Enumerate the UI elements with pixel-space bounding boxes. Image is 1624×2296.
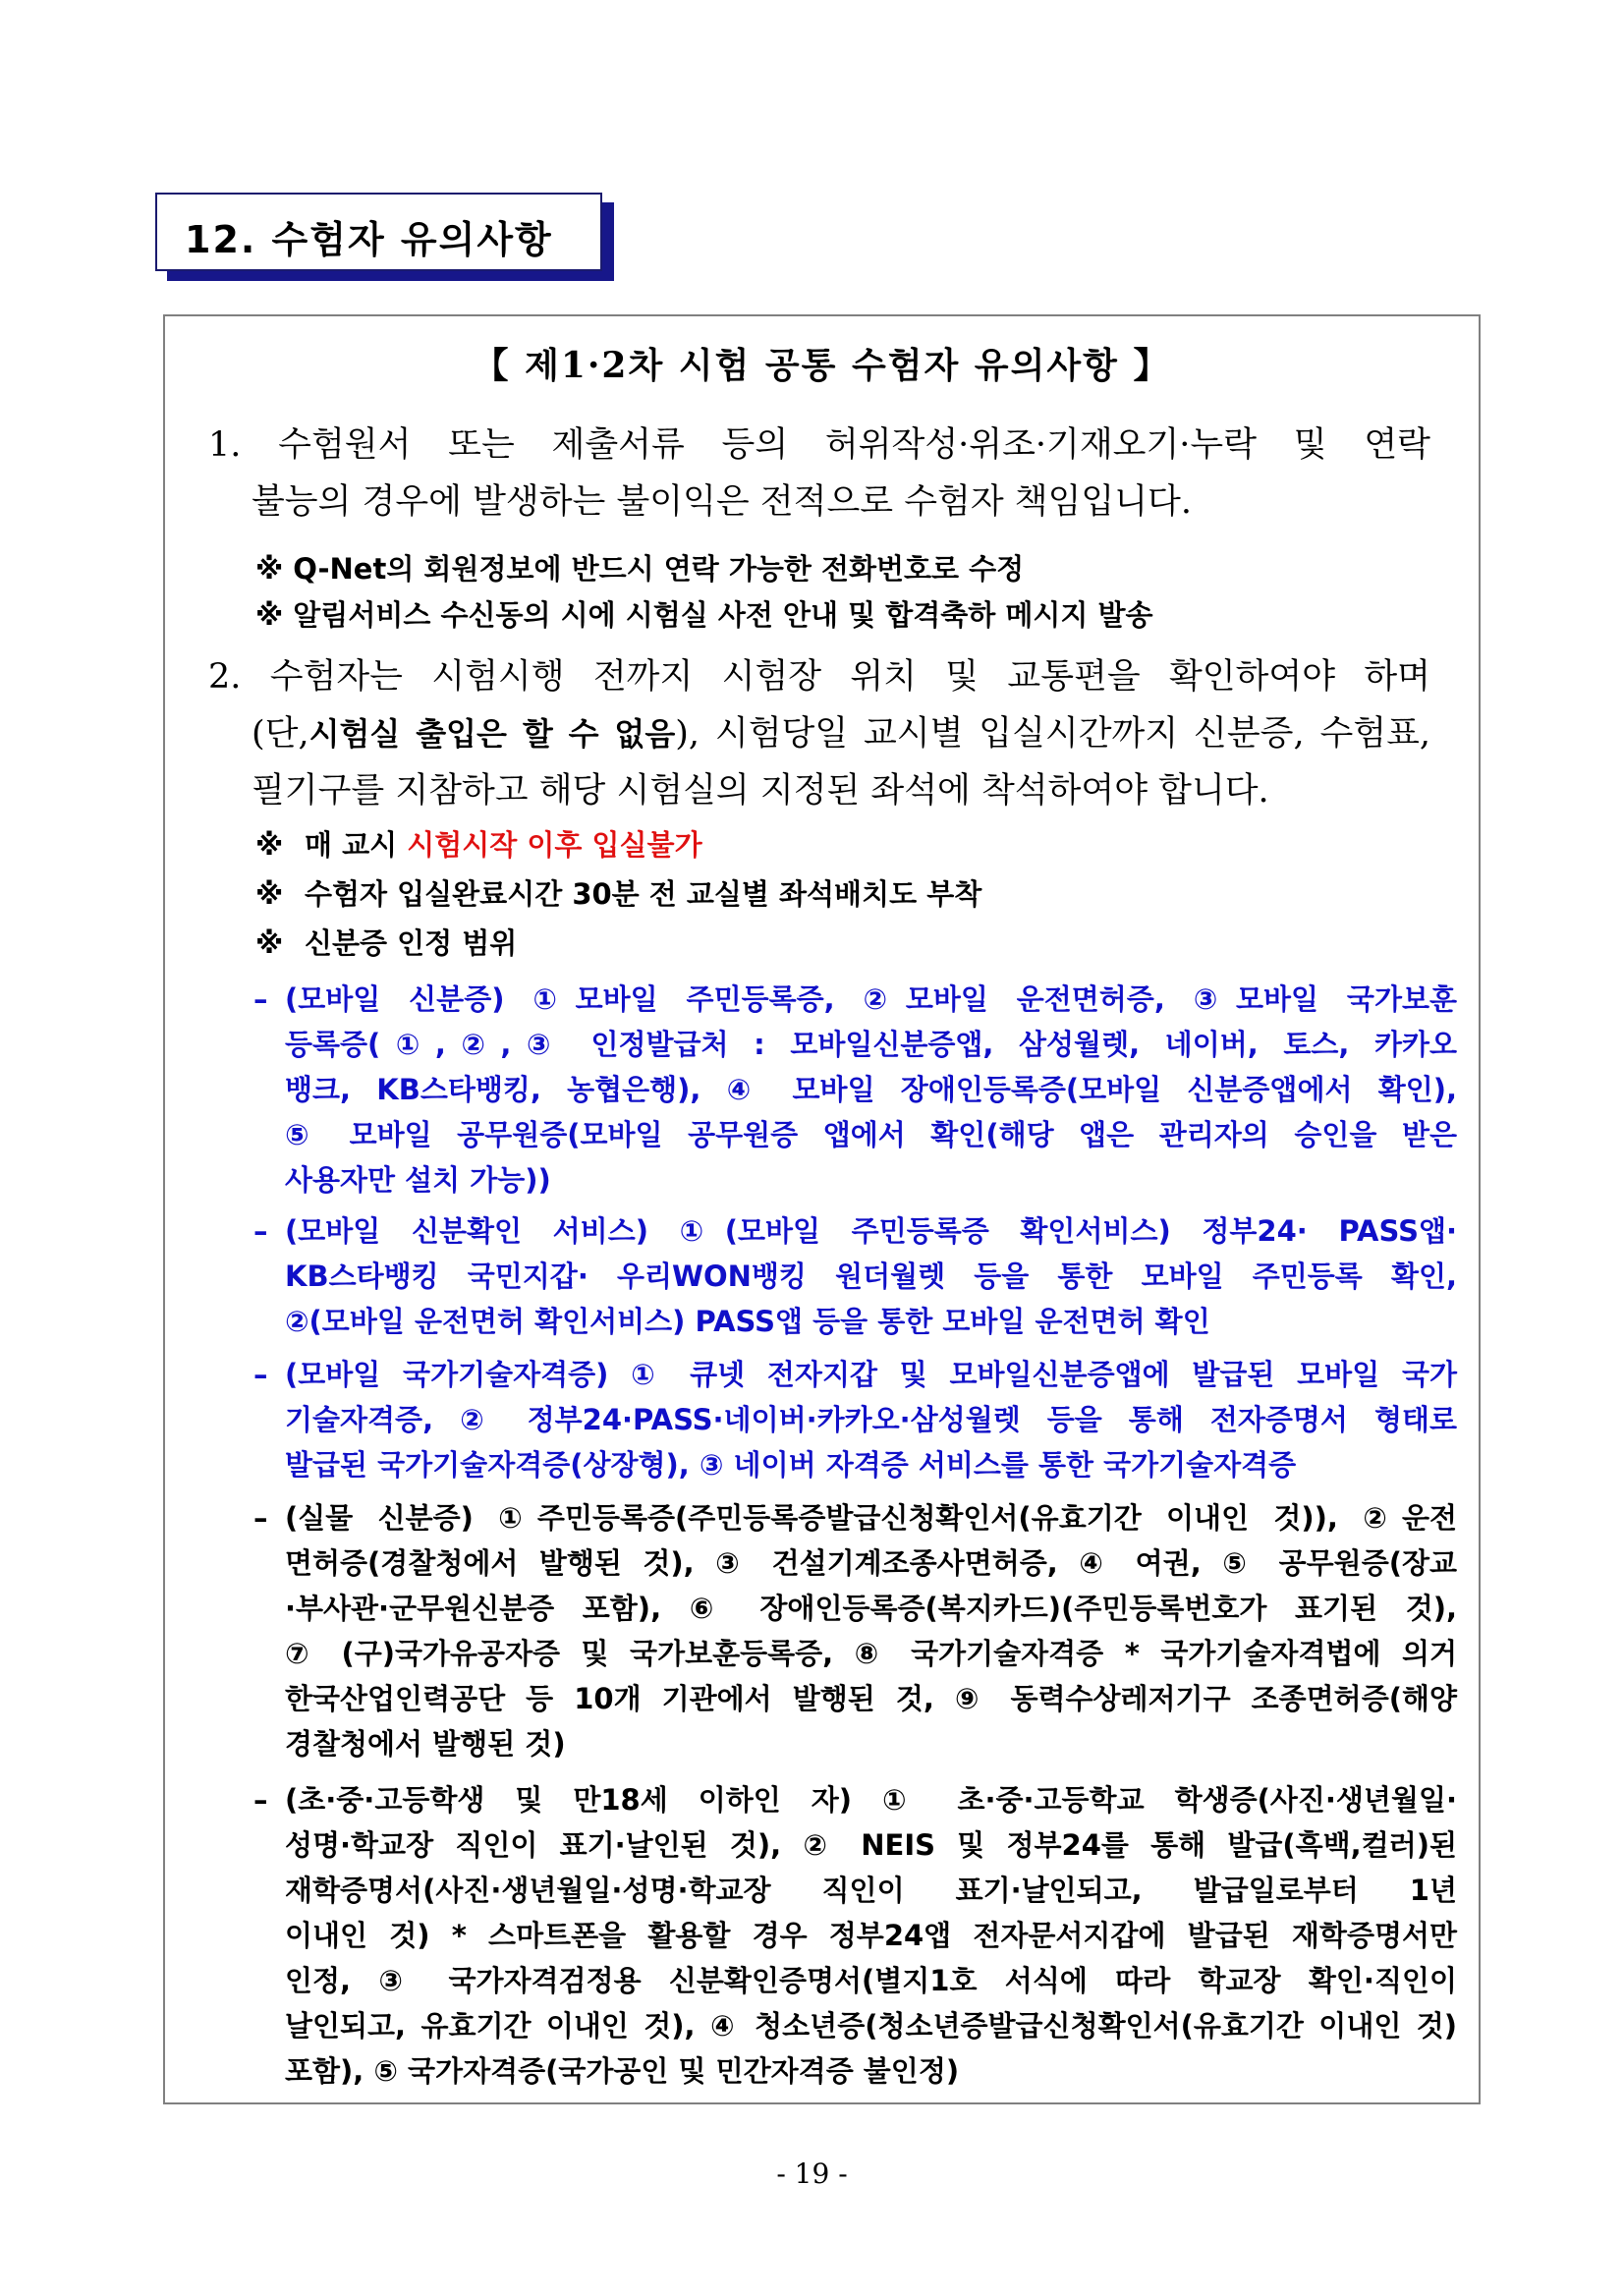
id-range-line: 한국산업인력공단 등 10개 기관에서 발행된 것, ⑨ 동력수상레저기구 조종면허증(해양 <box>285 1682 1457 1715</box>
id-range-line: 날인되고, 유효기간 이내인 것), ④ 청소년증(청소년증발급신청확인서(유효기간 이내인 것) <box>285 2009 1457 2043</box>
id-range-line: (모바일 신분확인 서비스) ①(모바일 주민등록증 확인서비스) 정부24· PASS앱· <box>285 1214 1457 1248</box>
note-id-range-text: 신분증 인정 범위 <box>305 926 518 960</box>
id-range-line: ②(모바일 운전면허 확인서비스) PASS앱 등을 통한 모바일 운전면허 확인 <box>285 1305 1210 1338</box>
note-mark: ※ <box>255 926 284 960</box>
id-range-line: 기술자격증, ② 정부24·PASS·네이버·카카오·삼성월렛 등을 통해 전자증명서 형태로 <box>285 1403 1457 1436</box>
id-range-line: ⑤ 모바일 공무원증(모바일 공무원증 앱에서 확인(해당 앱은 관리자의 승인을 받은 <box>285 1118 1457 1151</box>
dash-mark: – <box>253 1501 268 1535</box>
id-range-line: (모바일 신분증) ①모바일 주민등록증, ②모바일 운전면허증, ③모바일 국가보훈 <box>285 982 1457 1016</box>
note-alarm-service: ※ 알림서비스 수신동의 시에 시험실 사전 안내 및 합격축하 메시지 발송 <box>255 598 1153 632</box>
note-mark: ※ <box>255 877 284 911</box>
id-range-line: 이내인 것) * 스마트폰을 활용할 경우 정부24앱 전자문서지갑에 발급된 재학증명서만 <box>285 1919 1457 1952</box>
id-range-line: (초·중·고등학생 및 만18세 이하인 자) ① 초·중·고등학교 학생증(사진·생년월일· <box>285 1783 1457 1817</box>
note-qnet: ※ Q-Net의 회원정보에 반드시 연락 가능한 전화번호로 수정 <box>255 552 1025 586</box>
item-2 <box>208 648 1430 819</box>
id-range-line: 성명·학교장 직인이 표기·날인된 것), ② NEIS 및 정부24를 통해 발급(흑백,컬러)된 <box>285 1828 1457 1862</box>
id-range-line: ·부사관·군무원신분증 포함), ⑥ 장애인등록증(복지카드)(주민등록번호가 표기된 것), <box>285 1592 1457 1625</box>
box-title: 【 제1·2차 시험 공통 수험자 유의사항 】 <box>473 345 1171 386</box>
item-2-line-2-prefix: (단, <box>252 714 309 754</box>
item-2-line-1: 2. 수험자는 시험시행 전까지 시험장 위치 및 교통편을 확인하여야 하며 <box>208 657 1430 697</box>
section-title-box <box>155 193 602 271</box>
dash-mark: – <box>253 982 268 1016</box>
id-range-line: 발급된 국가기술자격증(상장형), ③ 네이버 자격증 서비스를 통한 국가기술자격증 <box>285 1448 1297 1482</box>
note-late-entry <box>255 826 1434 864</box>
item-2-line-2-bold: 시험실 출입은 할 수 없음 <box>308 715 676 753</box>
id-range-line: (모바일 국가기술자격증) ① 큐넷 전자지갑 및 모바일신분증앱에 발급된 모바일 국가 <box>285 1358 1457 1391</box>
id-range-line: KB스타뱅킹 국민지갑· 우리WON뱅킹 원더월렛 등을 통한 모바일 주민등록 확인, <box>285 1260 1457 1293</box>
id-range-mobile-verify <box>253 1208 1457 1344</box>
note-id-range <box>255 924 1434 962</box>
id-range-line: 인정, ③ 국가자격검정용 신분확인증명서(별지1호 서식에 따라 학교장 확인·직인이 <box>285 1964 1457 1997</box>
note-late-entry-red: 시험시작 이후 입실불가 <box>407 828 702 862</box>
id-range-line: 재학증명서(사진·생년월일·성명·학교장 직인이 표기·날인되고, 발급일로부터 1년 <box>285 1874 1457 1907</box>
dash-mark: – <box>253 1214 268 1248</box>
item-2-line-2-suffix: ), 시험당일 교시별 입실시간까지 신분증, 수험표, <box>675 714 1430 754</box>
id-range-line: 포함), ⑤ 국가자격증(국가공인 및 민간자격증 불인정) <box>285 2054 960 2088</box>
notice-frame <box>163 314 1481 2104</box>
id-range-mobile-id <box>253 977 1457 1203</box>
item-2-line-3: 필기구를 지참하고 해당 시험실의 지정된 좌석에 착석하여야 합니다. <box>252 771 1269 811</box>
note-mark: ※ <box>255 828 284 862</box>
id-range-line: 면허증(경찰청에서 발행된 것), ③ 건설기계조종사면허증, ④ 여권, ⑤ 공무원증(장교 <box>285 1546 1457 1580</box>
id-range-line: 뱅크, KB스타뱅킹, 농협은행), ④ 모바일 장애인등록증(모바일 신분증앱에서 확인), <box>285 1073 1457 1106</box>
item-1 <box>208 417 1430 531</box>
note-late-entry-prefix: 매 교시 <box>305 828 398 862</box>
id-range-students <box>253 1777 1457 2094</box>
id-range-line: 등록증(①,②,③ 인정발급처 : 모바일신분증앱, 삼성월렛, 네이버, 토스, 카카오 <box>285 1028 1457 1061</box>
id-range-line: (실물 신분증) ①주민등록증(주민등록증발급신청확인서(유효기간 이내인 것)), ②운전 <box>285 1501 1457 1535</box>
item-1-line-2: 불능의 경우에 발생하는 불이익은 전적으로 수험자 책임입니다. <box>252 482 1192 522</box>
dash-mark: – <box>253 1358 268 1391</box>
id-range-line: 경찰청에서 발행된 것) <box>285 1727 566 1761</box>
dash-mark: – <box>253 1783 268 1817</box>
note-seat-chart <box>255 875 1434 913</box>
id-range-line: 사용자만 설치 가능)) <box>285 1163 551 1197</box>
item-2-line-2 <box>208 705 1430 762</box>
note-seat-chart-text: 수험자 입실완료시간 30분 전 교실별 좌석배치도 부착 <box>305 877 982 911</box>
id-range-line: ⑦ (구)국가유공자증 및 국가보훈등록증, ⑧ 국가기술자격증 * 국가기술자격법에 의거 <box>285 1637 1457 1670</box>
page-number: - 19 - <box>776 2157 848 2190</box>
id-range-mobile-license <box>253 1352 1457 1487</box>
id-range-physical-id <box>253 1495 1457 1766</box>
section-title: 12. 수험자 유의사항 <box>185 218 553 261</box>
item-1-line-1: 1. 수험원서 또는 제출서류 등의 허위작성·위조·기재오기·누락 및 연락 <box>208 425 1430 465</box>
